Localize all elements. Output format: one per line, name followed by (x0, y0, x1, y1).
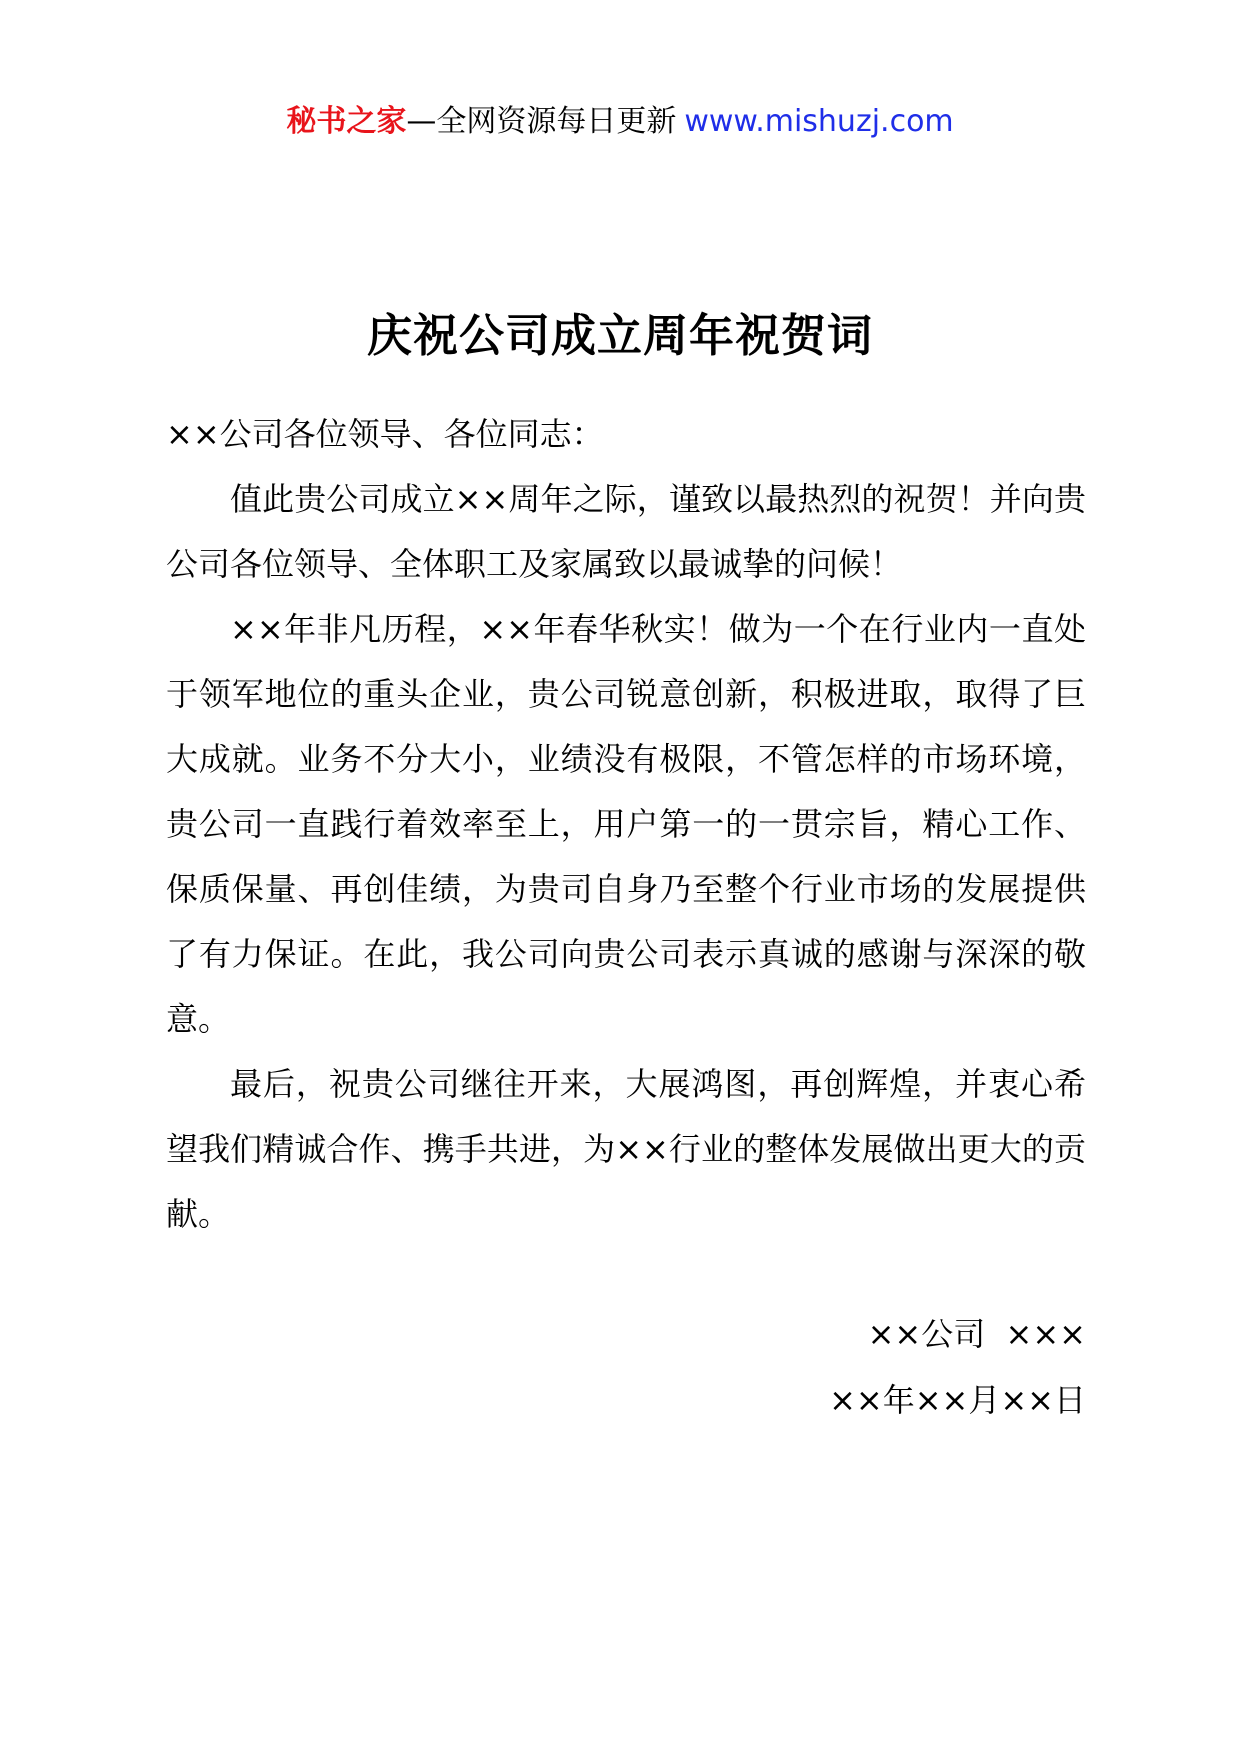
header-tagline: —全网资源每日更新 (406, 104, 677, 139)
paragraph-closing: 最后，祝贵公司继往开来，大展鸿图，再创辉煌，并衷心希望我们精诚合作、携手共进，为××行业的整体发展做出更大的贡献。 (166, 1065, 1086, 1233)
paragraph-greeting: 值此贵公司成立××周年之际，谨致以最热烈的祝贺！并向贵公司各位领导、全体职工及家属致以最诚挚的问候！ (166, 480, 1086, 583)
salutation: ××公司各位领导、各位同志： (166, 415, 604, 453)
signature-date: ××年××月××日 (829, 1381, 1086, 1419)
site-url: www.mishuzj.com (684, 104, 954, 139)
document-title: 庆祝公司成立周年祝贺词 (366, 309, 873, 362)
signature-company: ××公司 ××× (867, 1315, 1086, 1353)
paragraph-achievements: ××年非凡历程，××年春华秋实！做为一个在行业内一直处于领军地位的重头企业，贵公司锐意创新，积极进取，取得了巨大成就。业务不分大小，业绩没有极限，不管怎样的市场环境，贵公司一直践行着效率至上，用户第一的一贯宗旨，精心工作、保质保量、再创佳绩，为贵司自身乃至整个行业市场的发展提供了有力保证。在此，我公司向贵公司表示真诚的感谢与深深的敬意。 (166, 610, 1086, 1038)
site-header (0, 100, 1240, 144)
brand-name: 秘书之家 (286, 104, 407, 139)
document-body (166, 402, 1086, 1247)
